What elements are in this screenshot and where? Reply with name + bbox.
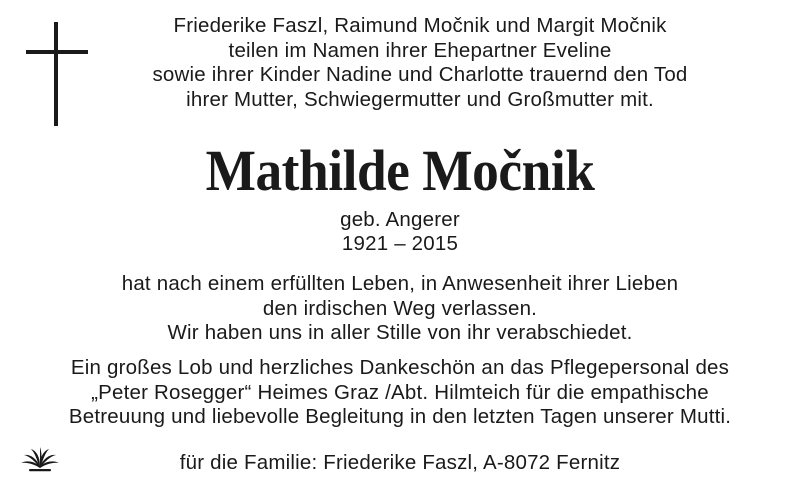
birth-name: geb. Angerer <box>340 208 460 231</box>
deceased-name: Mathilde Močnik <box>205 138 595 203</box>
family-signature-line: für die Familie: Friederike Faszl, A-8072 Fernitz <box>179 451 621 474</box>
life-years: 1921 – 2015 <box>341 232 459 255</box>
thanks-text <box>0 356 800 430</box>
intro-line-1: Friederike Faszl, Raimund Močnik und Margit Močnik <box>173 14 667 37</box>
farewell-line-1: hat nach einem erfüllten Leben, in Anwesenheit ihrer Lieben <box>121 272 679 295</box>
thanks-line-3: Betreuung und liebevolle Begleitung in den letzten Tagen unserer Mutti. <box>68 405 732 428</box>
farewell-line-3: Wir haben uns in aller Stille von ihr verabschiedet. <box>167 321 633 344</box>
farewell-line-2: den irdischen Weg verlassen. <box>262 296 538 320</box>
thanks-line-2: „Peter Rosegger“ Heimes Graz /Abt. Hilmteich für die empathische <box>91 380 709 404</box>
intro-line-4: ihrer Mutter, Schwiegermutter und Großmutter mit. <box>186 87 654 111</box>
thanks-line-1: Ein großes Lob und herzliches Dankeschön an das Pflegepersonal des <box>70 356 730 379</box>
family-signature <box>0 451 800 476</box>
intro-text <box>80 14 760 112</box>
intro-line-3: sowie ihrer Kinder Nadine und Charlotte trauernd den Tod <box>152 63 688 86</box>
cross-icon <box>26 22 88 126</box>
farewell-text <box>0 272 800 346</box>
birth-info <box>0 208 800 256</box>
intro-line-2: teilen im Namen ihrer Ehepartner Eveline <box>228 38 612 62</box>
